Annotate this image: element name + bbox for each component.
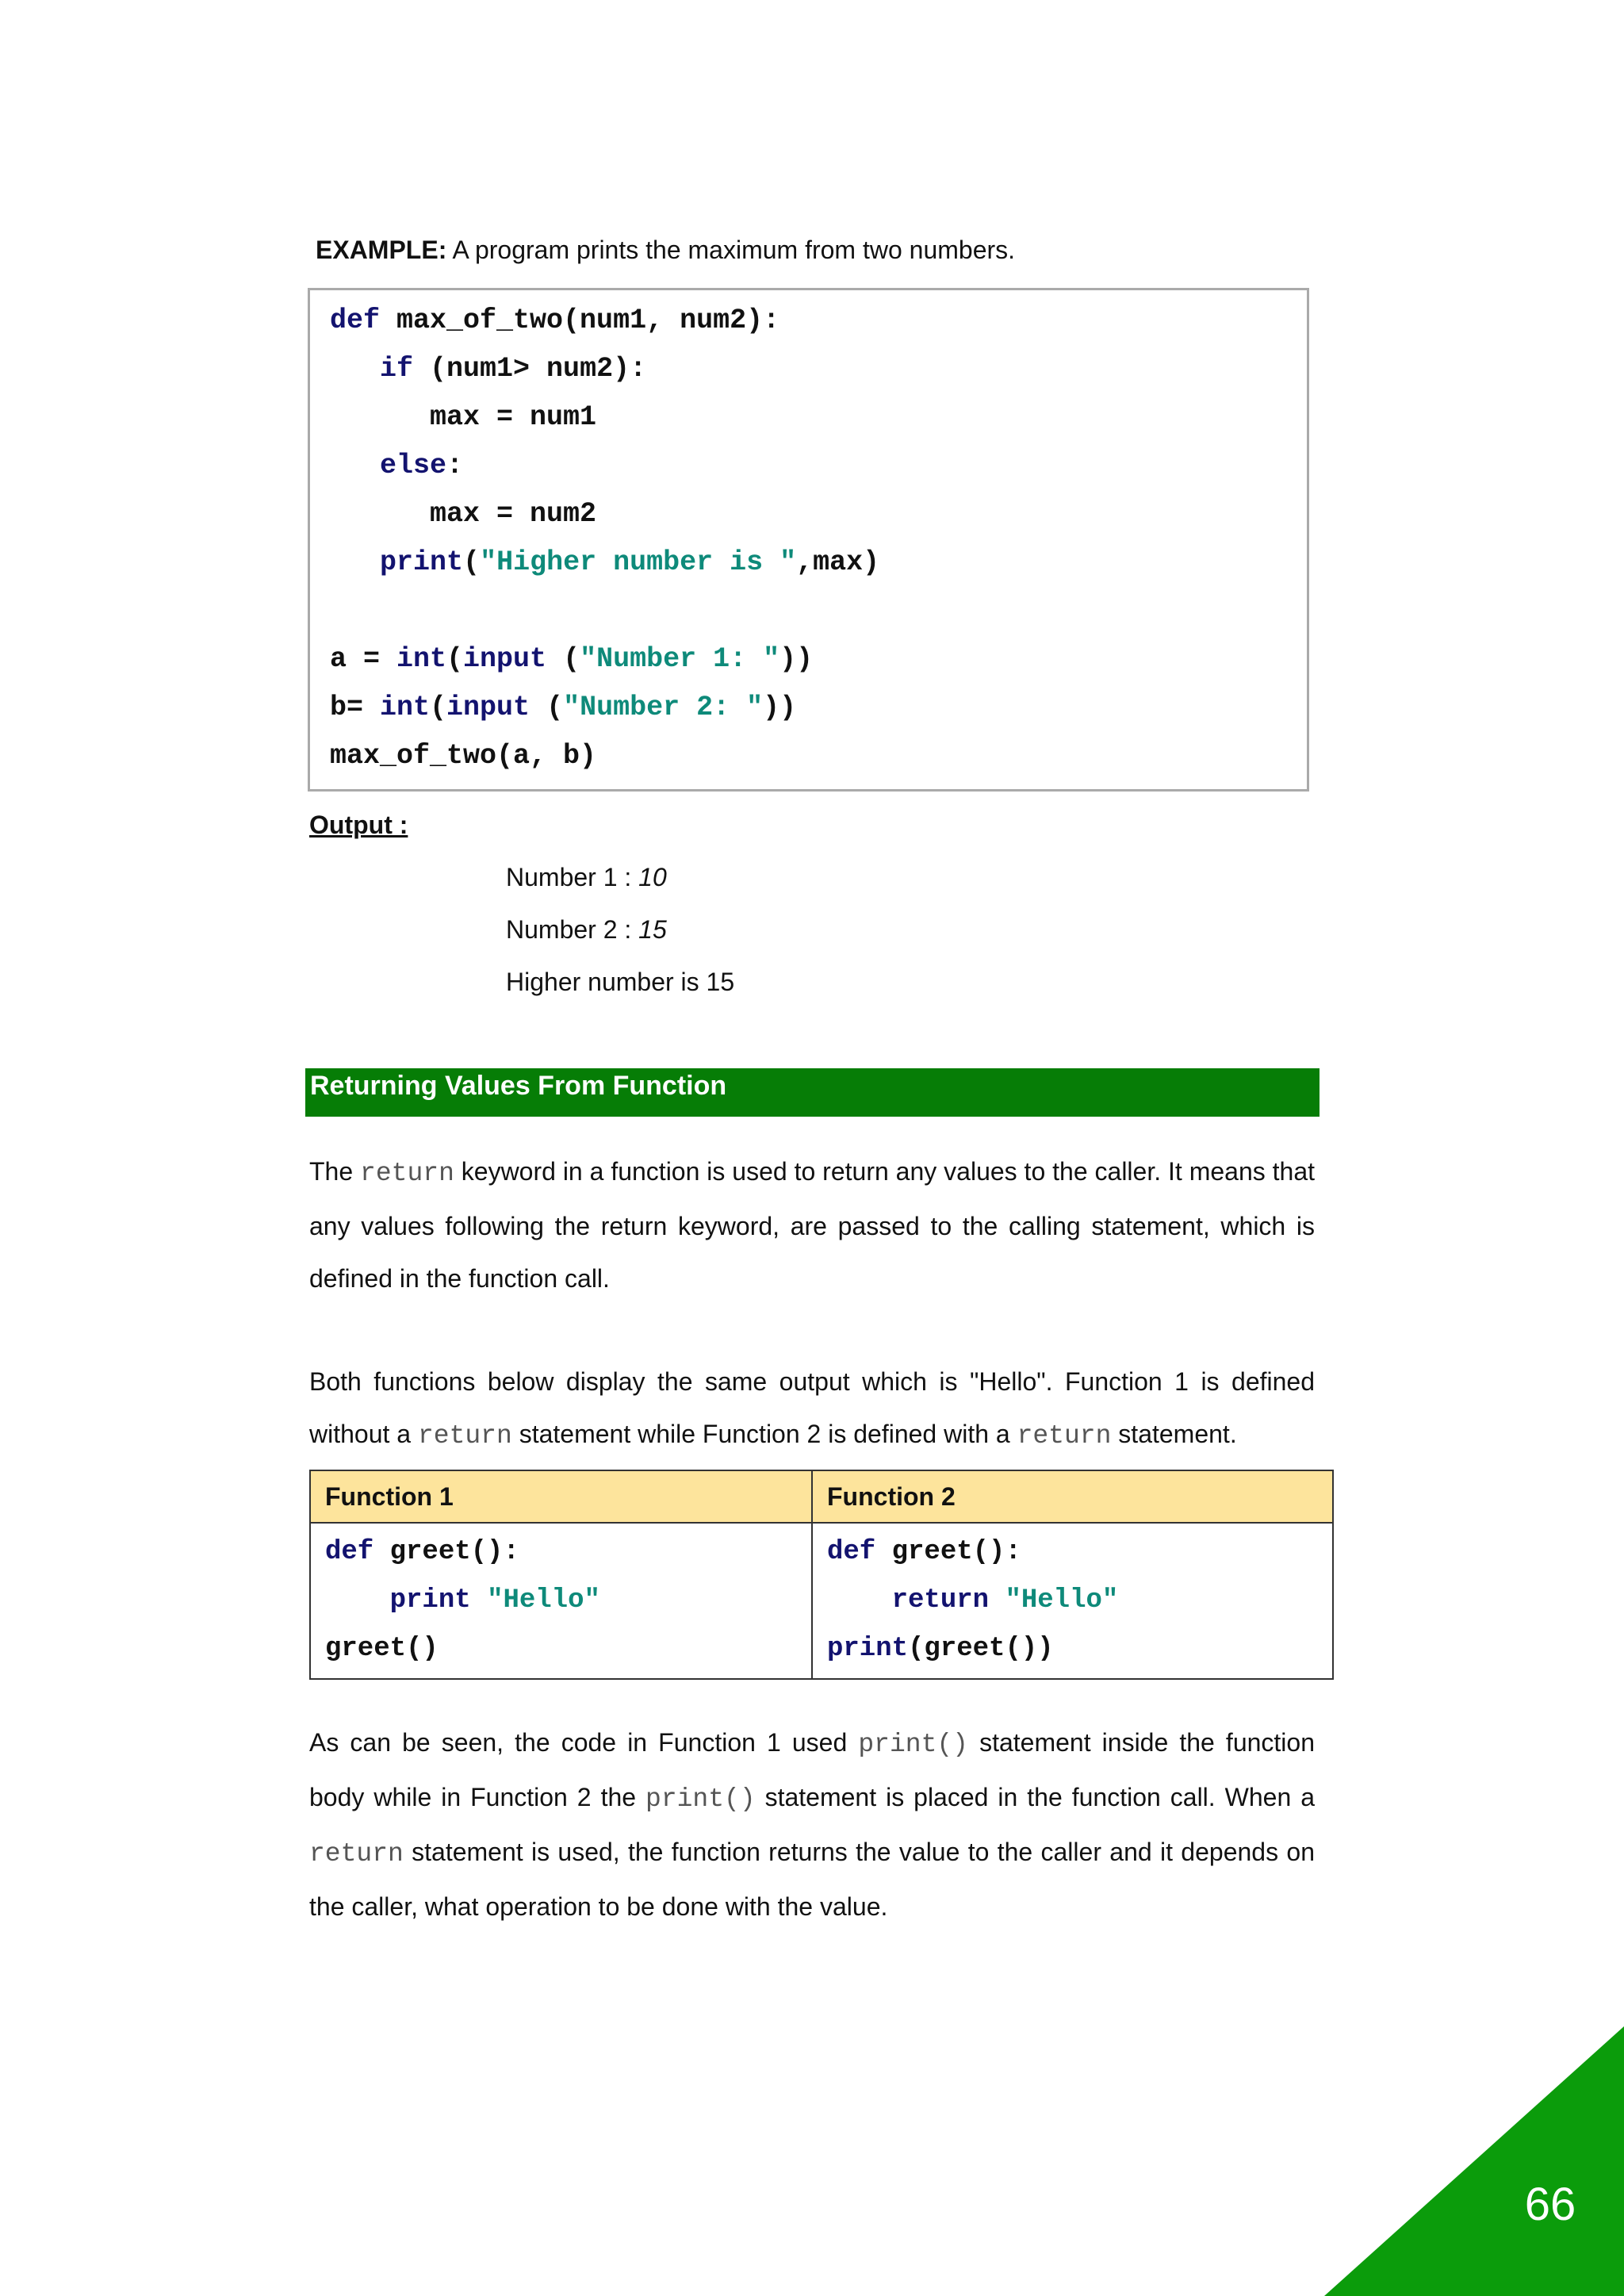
code-text (330, 595, 347, 627)
code-string: "Number 1: " (580, 643, 780, 675)
output-line-1-label: Number 1 : (506, 863, 639, 891)
code-keyword: return (891, 1585, 990, 1616)
code-keyword: input (446, 692, 530, 723)
para3-text-b: statement inside the function body while in Function 2 the (309, 1728, 1316, 1811)
para3-text-c: statement is placed in the function call. When a (755, 1783, 1316, 1811)
code-keyword: else (380, 450, 447, 481)
section-heading: Returning Values From Function (310, 1071, 727, 1101)
code-text: max = num2 (330, 498, 597, 530)
output-label (309, 799, 408, 850)
code-keyword: input (463, 643, 547, 675)
table-header-row (310, 1470, 1333, 1523)
code-line (827, 1625, 1332, 1673)
output-line-2-value: 15 (638, 915, 667, 944)
section-heading-bar (305, 1068, 1320, 1117)
code-line (330, 393, 1307, 442)
code-keyword: print (389, 1585, 471, 1616)
code-text: )) (779, 643, 814, 675)
code-string: "Hello" (487, 1585, 600, 1616)
code-line (330, 297, 1307, 345)
para2-text-b: statement while Function 2 is defined with a (511, 1420, 1017, 1448)
para1-text-b: keyword in a function is used to return any values to the caller. It means that any values following the return keyword, are passed to the calling statement, which is defined in the function call. (309, 1157, 1316, 1293)
output-line-3 (506, 956, 734, 1008)
para2-code-2: return (1017, 1421, 1112, 1451)
output-line-1-value: 10 (638, 863, 667, 891)
code-line (325, 1528, 811, 1577)
code-line (330, 732, 1307, 780)
function-2-code (812, 1523, 1333, 1679)
code-line (827, 1577, 1332, 1625)
code-text: (greet()) (908, 1634, 1054, 1664)
para2-code-1: return (417, 1421, 512, 1451)
table-header-function-1: Function 1 (310, 1470, 812, 1523)
code-text (325, 1585, 390, 1616)
example-text: A program prints the maximum from two numbers. (446, 236, 1016, 264)
table-header-function-2: Function 2 (812, 1470, 1333, 1523)
function-comparison-table (309, 1470, 1334, 1680)
para1-code: return (360, 1159, 454, 1188)
code-keyword: int (380, 692, 431, 723)
code-text (330, 353, 380, 385)
output-label-text: Output : (309, 811, 408, 839)
code-text: : (446, 450, 464, 481)
code-line (330, 684, 1307, 732)
output-line-2-label: Number 2 : (506, 915, 639, 944)
code-text (471, 1585, 487, 1616)
page-number: 66 (1524, 2179, 1576, 2230)
para3-text-d: statement is used, the function returns the value to the caller and it depends on the caller, what operation to be done with the value. (309, 1838, 1315, 1921)
code-text (989, 1585, 1005, 1616)
function-1-code (310, 1523, 812, 1679)
paragraph-both-functions (309, 1355, 1315, 1462)
code-text: ( (463, 546, 481, 578)
code-text (330, 546, 380, 578)
paragraph-explanation (309, 1716, 1315, 1934)
code-text: ( (430, 692, 447, 723)
code-text: ,max) (796, 546, 880, 578)
output-line-3-text: Higher number is 15 (506, 968, 735, 996)
code-block (308, 288, 1309, 792)
code-text: greet(): (373, 1537, 519, 1567)
code-keyword: int (396, 643, 447, 675)
code-keyword: def (330, 305, 381, 336)
para1-text-a: The (309, 1157, 361, 1186)
code-text: (num1> num2): (413, 353, 647, 385)
code-line (325, 1625, 811, 1673)
para3-code-2: print() (645, 1784, 756, 1814)
code-text (330, 450, 380, 481)
code-keyword: def (325, 1537, 374, 1567)
para3-code-3: return (309, 1839, 404, 1869)
code-line (330, 442, 1307, 490)
code-text: max = num1 (330, 401, 597, 433)
code-line (330, 345, 1307, 393)
table-row (310, 1523, 1333, 1679)
code-line (330, 587, 1307, 635)
page-corner-decoration (1324, 2026, 1624, 2296)
code-text: max_of_two(num1, num2): (380, 305, 780, 336)
para3-text-a: As can be seen, the code in Function 1 used (309, 1728, 859, 1757)
para2-text-a: Both functions below display the same output which is "Hello". Function 1 is defined without a (309, 1367, 1315, 1448)
para2-text-c: statement. (1111, 1420, 1237, 1448)
code-text: a = (330, 643, 397, 675)
code-keyword: def (827, 1537, 876, 1567)
code-text: max_of_two(a, b) (330, 740, 597, 772)
example-label: EXAMPLE: (316, 236, 447, 264)
code-line (330, 635, 1307, 684)
code-string: "Higher number is " (480, 546, 797, 578)
output-line-2 (506, 903, 667, 956)
para3-code-1: print() (858, 1730, 968, 1759)
code-text: ( (546, 643, 580, 675)
code-string: "Number 2: " (563, 692, 764, 723)
output-line-1 (506, 851, 667, 903)
paragraph-return-intro (309, 1145, 1315, 1305)
code-string: "Hello" (1005, 1585, 1119, 1616)
code-text: greet() (325, 1634, 439, 1664)
code-keyword: print (827, 1634, 909, 1664)
code-text (827, 1585, 892, 1616)
code-text: )) (763, 692, 797, 723)
code-line (330, 539, 1307, 587)
code-keyword: if (380, 353, 414, 385)
code-line (325, 1577, 811, 1625)
code-keyword: print (380, 546, 464, 578)
code-text: ( (530, 692, 564, 723)
code-text: ( (446, 643, 464, 675)
example-caption (316, 224, 1015, 275)
code-line (827, 1528, 1332, 1577)
code-line (330, 490, 1307, 539)
code-text: greet(): (875, 1537, 1021, 1567)
code-text: b= (330, 692, 381, 723)
